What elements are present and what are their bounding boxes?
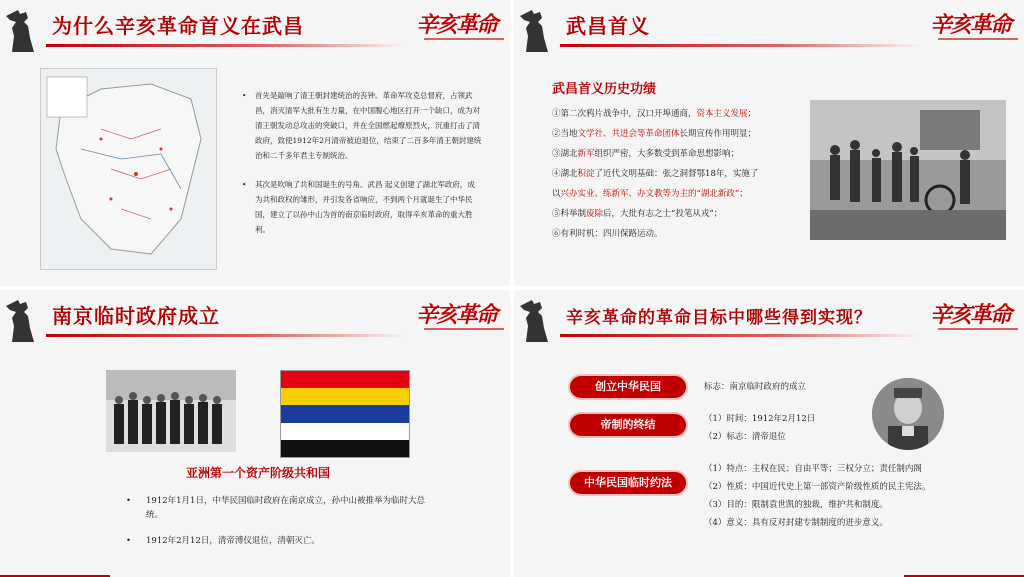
goal-pill-monarchy-end: 帝制的终结 — [570, 414, 686, 436]
title-underline — [46, 44, 406, 47]
plain-text: 长期宣传作用明显； — [679, 129, 757, 139]
reason-item: • 首先是敲响了清王朝封建统治的丧钟。革命军攻克总督府，占领武昌，消灭清军大批有生力量，在中国腹心地区打开一个缺口，成为对清王朝发动总攻击的突破口，并在全国燃起燎原烈火，沉重打击了清政府，致使1912年2月清帝被迫退位，结束了二百多年清王朝封建统治和二千多年君主专制统治。 — [242, 88, 482, 163]
slide-header — [514, 6, 1024, 44]
soldiers-photo — [810, 100, 1006, 240]
detail-line: （1）特点：主权在民；自由平等；三权分立；责任制内阁 — [704, 464, 922, 474]
logo-underline — [938, 38, 1018, 40]
detail-line: （2）标志：清帝退位 — [704, 432, 786, 442]
uprising-map — [40, 68, 217, 270]
highlight-text: 兴办实业、练新军、办文教等为主的“湖北新政” — [560, 189, 740, 199]
monarchy-end-details — [704, 412, 815, 444]
plain-text: ②当地 — [552, 129, 578, 139]
slide-revolution-goals — [514, 290, 1024, 577]
achievement-item — [552, 184, 822, 204]
flag-stripe — [281, 423, 409, 440]
title-underline — [560, 44, 920, 47]
goal-pill-constitution: 中华民国临时约法 — [570, 472, 686, 494]
slide-header — [0, 296, 510, 334]
xinhai-logo: 辛亥革命 — [929, 302, 1010, 328]
highlight-text: 废除 — [586, 209, 604, 219]
slide-title: 武昌首义 — [566, 14, 650, 38]
slide-wuchang-uprising — [514, 0, 1024, 286]
xinhai-logo: 辛亥革命 — [929, 12, 1010, 38]
logo-underline — [424, 328, 504, 330]
statue-silhouette-icon — [4, 8, 44, 52]
goal-pill-republic: 创立中华民国 — [570, 376, 686, 398]
flag-stripe — [281, 371, 409, 388]
slide-title: 为什么辛亥革命首义在武昌 — [52, 14, 304, 38]
reasons-list — [242, 88, 482, 251]
slide-wuchang-reasons — [0, 0, 510, 286]
achievements-list — [552, 104, 822, 244]
achievement-item — [552, 164, 822, 184]
republic-detail: 标志：南京临时政府的成立 — [704, 382, 807, 392]
yuan-shikai-portrait — [872, 378, 944, 450]
slide-title: 南京临时政府成立 — [52, 304, 220, 328]
flag-stripe — [281, 405, 409, 422]
event-item: • 1912年1月1日，中华民国临时政府在南京成立，孙中山被推举为临时大总统。 — [126, 494, 426, 522]
xinhai-logo: 辛亥革命 — [415, 12, 496, 38]
plain-text: ； — [739, 189, 748, 199]
achievement-item — [552, 224, 822, 244]
plain-text: 了近代文明基础：张之洞督鄂18年，实施了 — [594, 169, 759, 179]
slide-header — [0, 6, 510, 44]
detail-line: （4）意义：具有反对封建专制制度的进步意义。 — [704, 518, 888, 528]
flag-stripe — [281, 388, 409, 405]
detail-line: （3）目的：限制袁世凯的独裁，维护共和制度。 — [704, 500, 888, 510]
logo-underline — [938, 328, 1018, 330]
plain-text: ⑥有利时机：四川保路运动。 — [552, 229, 663, 239]
events-list — [126, 494, 426, 560]
statue-silhouette-icon — [4, 298, 44, 342]
plain-text: 组织严密，大多数受到革命思想影响； — [594, 149, 740, 159]
title-underline — [560, 334, 920, 337]
plain-text: 后，大批有志之士“投笔从戎”； — [603, 209, 723, 219]
highlight-text: 资本主义发展 — [696, 109, 748, 119]
statue-silhouette-icon — [518, 8, 558, 52]
achievement-item — [552, 144, 822, 164]
logo-underline — [424, 38, 504, 40]
five-color-flag — [280, 370, 410, 458]
plain-text: ④湖北 — [552, 169, 578, 179]
event-item: • 1912年2月12日，清帝溥仪退位，清朝灭亡。 — [126, 534, 426, 548]
highlight-text: 积淀 — [577, 169, 595, 179]
achievement-item — [552, 104, 822, 124]
section-subtitle: 亚洲第一个资产阶级共和国 — [186, 466, 331, 480]
plain-text: ③湖北 — [552, 149, 578, 159]
constitution-details — [704, 460, 930, 532]
plain-text: 以 — [552, 189, 561, 199]
plain-text: ； — [747, 109, 757, 119]
slide-header — [514, 296, 1024, 334]
slide-title: 辛亥革命的革命目标中哪些得到实现？ — [566, 308, 872, 328]
reason-item: • 其次是吹响了共和国诞生的号角。武昌 起义创建了湖北军政府，成为共和政权的雏形，并引发各省响应，不到两个月就诞生了中华民国，建立了以孙中山为首的南京临时政府，取得辛亥革命的重大胜利。 — [242, 177, 482, 237]
section-subtitle: 武昌首义历史功绩 — [552, 82, 657, 97]
slide-nanjing-government — [0, 290, 510, 577]
achievement-item — [552, 204, 822, 224]
title-underline — [46, 334, 406, 337]
plain-text: ⑤科举制 — [552, 209, 587, 219]
achievement-item — [552, 124, 822, 144]
plain-text: ①第二次鸦片战争中，汉口开埠通商， — [552, 109, 697, 119]
detail-line: （2）性质：中国近代史上第一部资产阶级性质的民主宪法。 — [704, 482, 931, 492]
highlight-text: 文学社、共进会等革命团体 — [577, 129, 680, 139]
highlight-text: 新军 — [577, 149, 595, 159]
statue-silhouette-icon — [518, 298, 558, 342]
flag-stripe — [281, 440, 409, 457]
xinhai-logo: 辛亥革命 — [415, 302, 496, 328]
detail-line: （1）时间：1912年2月12日 — [704, 414, 816, 424]
group-photo — [106, 370, 236, 452]
